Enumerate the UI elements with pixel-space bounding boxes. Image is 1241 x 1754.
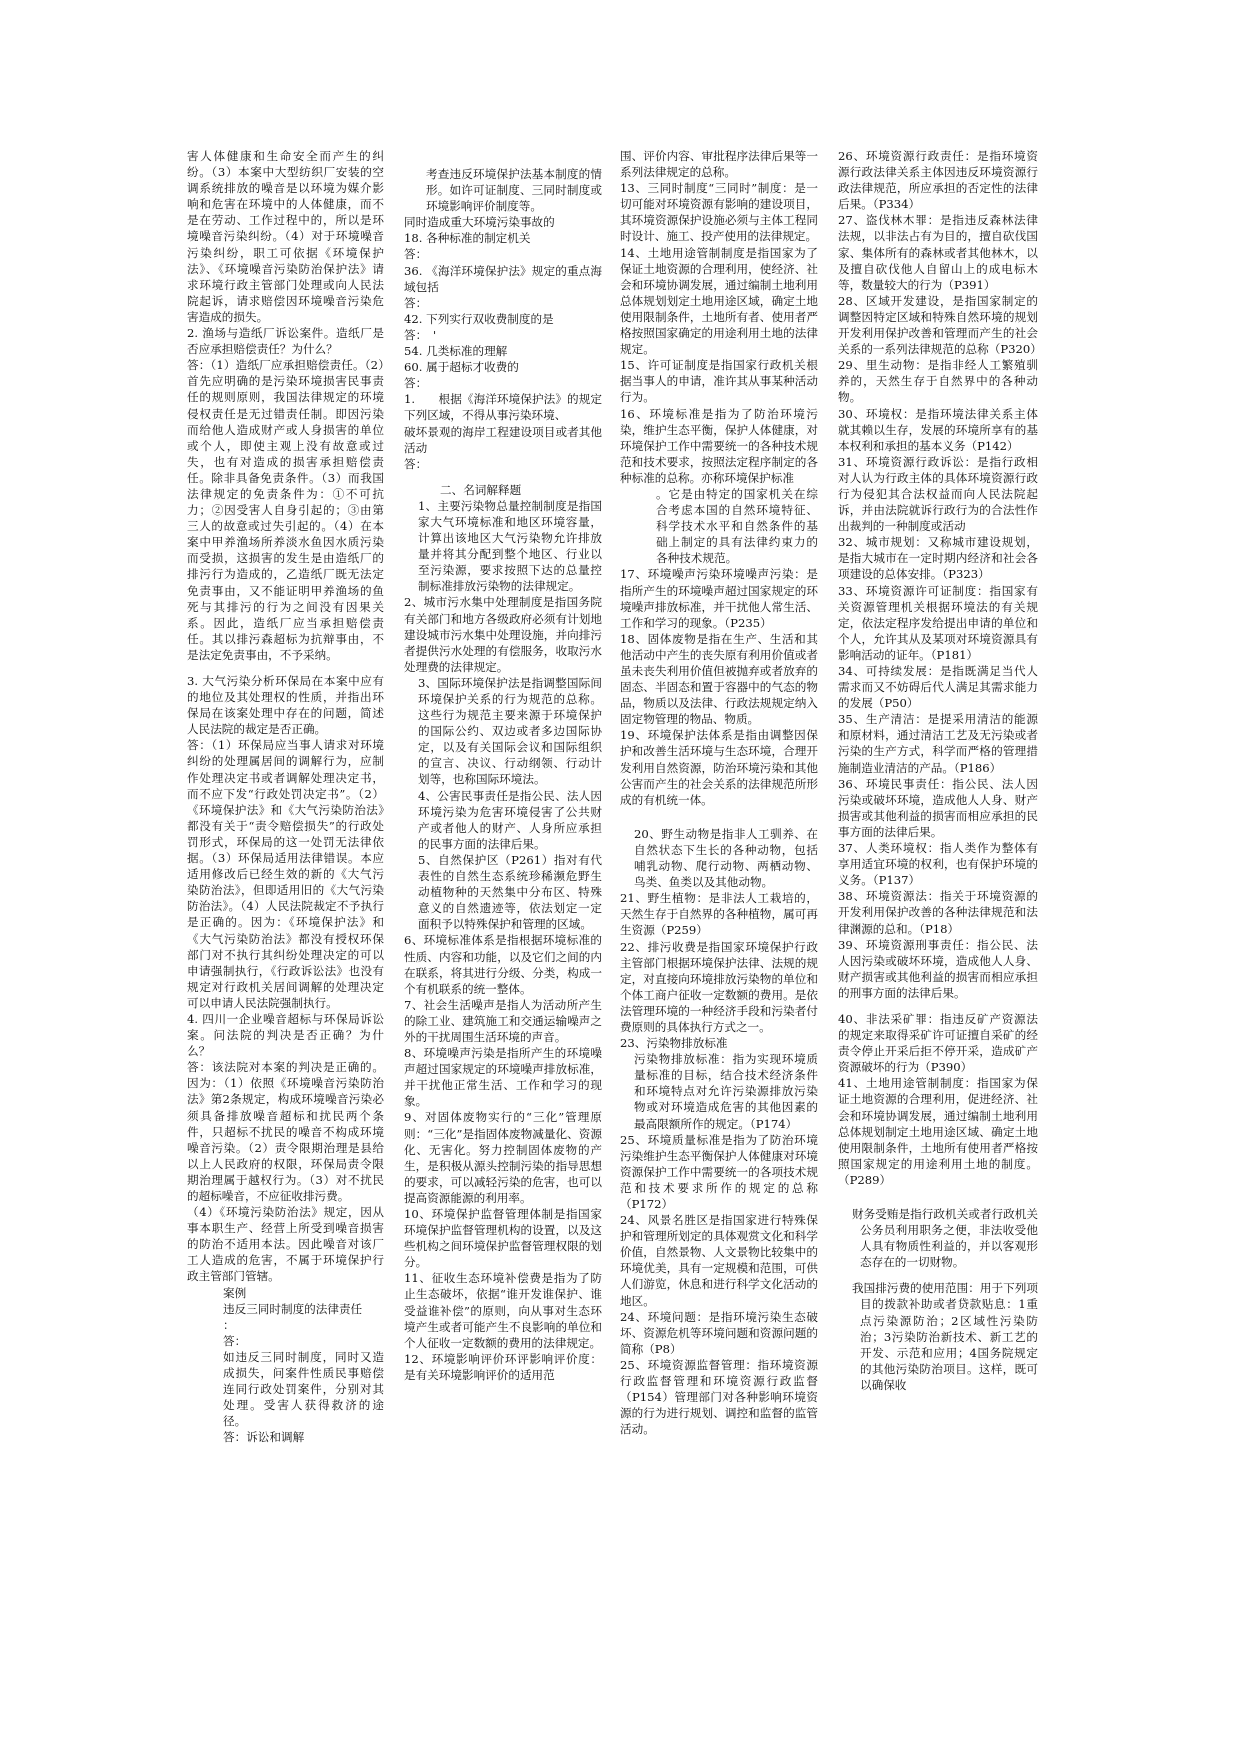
paragraph: ：: [223, 1317, 235, 1332]
paragraph: 28、区域开发建设，是指国家制定的调整因特定区域和特殊自然环境的规划开发利用保护改善和管理而产生的社会关系的一系列法律规范的总称（P320）: [838, 293, 1042, 357]
column-3: [620, 148, 818, 1437]
paragraph: 4. 四川一企业噪音超标与环保局诉讼案。问法院的判决是否正确？为什么？: [187, 1011, 384, 1059]
paragraph: 我国排污费的使用范围：用于下列项目的拨款补助或者贷款贴息：1重点污染源防治；2区域性污染防治；3污染防治新技术、新工艺的开发、示范和应用；4国务院规定的其他污染防治项目。这样，既可以确保收: [852, 1281, 1038, 1392]
paragraph: 考查违反环境保护法基本制度的情形。如许可证制度、三同时制度或环境影响评价制度等。: [426, 167, 602, 214]
paragraph: 31、环境资源行政诉讼：是指行政相对人认为行政主体的具体环境资源行政行为侵犯其合法权益而向人民法院起诉，并由法院就诉行政行为的合法性作出裁判的一种制度或活动: [838, 454, 1038, 534]
paragraph: 36. 《海洋环境保护法》规定的重点海域包括: [404, 263, 602, 294]
paragraph: 18、固体废物是指在生产、生活和其他活动中产生的丧失原有利用价值或者虽未丧失利用价值但被抛弃或者放弃的固态、半固态和置于容器中的气态的物品，物质以及法律、行政法规规定纳入固定物管理的物品、物质。: [620, 631, 818, 727]
paragraph: 24、环境问题：是指环境污染生态破坏、资源危机等环境问题和资源问题的简称（P8）: [620, 1309, 818, 1356]
paragraph: 11、征收生态环境补偿费是指为了防止生态破坏，依据“谁开发谁保护、谁受益谁补偿”的原则，向从事对生态环境产生或者可能产生不良影响的单位和个人征收一定数额的费用的法律规定。: [404, 1271, 602, 1350]
paragraph: 25、环境资源监督管理：指环境资源行政监督管理和环境资源行政监督（P154）管理部门对各种影响环境资源的行为进行规划、调控和监督的监管活动。: [620, 1357, 818, 1437]
paragraph: （4）《环境污染防治法》规定，因从事本职生产、经营上所受到噪音损害的防治不适用本法。因此噪音对该厂工人造成的危害，不属于环境保护行政主管部门管辖。: [187, 1205, 384, 1284]
paragraph: 36、环境民事责任：指公民、法人因污染或破坏环境，造成他人人身、财产损害或其他利益的损害而相应承担的民事方面的法律后果。: [838, 776, 1038, 839]
paragraph: 财务受贿是指行政机关或者行政机关公务员利用职务之便，非法收受他人具有物质性利益的，并以客观形态存在的一切财物。: [852, 1207, 1038, 1270]
paragraph: 答：（1）环保局应当事人请求对环境纠纷的处理属居间的调解行为，应制作处理决定书或者调解处理决定书，而不应下发“行政处罚决定书”。（2）《环境保护法》和《大气污染防治法》都没有关于“责令赔偿损失”的行政处罚形式，环保局的这一处罚无法律依据。（3）环保局适用法律错误。本应适用修改后已经生效的新的《大气污染防治法》，但即适用旧的《大气污染防治法》。（4）人民法院裁定不予执行是正确的。因为：《环境保护法》和《大气污染防治法》都没有授权环保部门对不执行其纠纷处理决定的可以申请强制执行，《行政诉讼法》也没有规定对行政机关居间调解的处理决定可以申请人民法院强制执行。: [187, 738, 384, 1010]
paragraph: 23、污染物排放标准: [620, 1036, 728, 1051]
paragraph: 27、盗伐林木罪：是指违反森林法律法规，以非法占有为目的，擅自砍伐国家、集体所有的森林或者其他林木，以及擅自砍伐他人自留山上的成电标木等，数量较大的行为（P391）: [838, 213, 1038, 292]
paragraph: 29、里生动物：是指非经人工繁殖驯养的，天然生存于自然界中的各种动物。: [838, 358, 1038, 405]
paragraph: 围、评价内容、审批程序法律后果等一系列法律规定的总称。: [620, 149, 818, 180]
paragraph: 答：: [223, 1333, 247, 1348]
paragraph: 答：: [404, 247, 428, 262]
paragraph: 同时造成重大环境污染事故的: [404, 215, 555, 230]
paragraph: 10、环境保护监督管理体制是指国家环境保护监督管理机构的设置，以及这些机构之间环境保护监督管理权限的划分。: [404, 1207, 602, 1270]
paragraph: 26、环境资源行政责任：是指环境资源行政法律关系主体因违反环境资源行政法律规范，所应承担的否定性的法律后果。（P334）: [838, 149, 1038, 212]
paragraph: 答：诉讼和调解: [223, 1430, 305, 1445]
paragraph: 14、土地用途管制制度是指国家为了保证土地资源的合理利用，使经济、社会和环境协调发展，通过编制土地利用总体规划划定土地用途区域，确定土地使用限制条件，土地所有者、使用者严格按照国家确定的用途利用土地的法律规定。: [620, 245, 818, 357]
paragraph: 1. 根据《海洋环境保护法》的规定下列区域，不得从事污染环境、: [404, 392, 602, 423]
paragraph: 污染物排放标准：指为实现环境质量标准的目标，结合技术经济条件和环境特点对允许污染源排放污染物或对环境造成危害的其他因素的最高限额所作的规定。（P174）: [634, 1052, 818, 1131]
paragraph: 24、风景名胜区是指国家进行特殊保护和管理所划定的具体观赏文化和科学价值，自然景物、人文景物比较集中的环境优美，具有一定规模和范围，可供人们游览，休息和进行科学文化活动的地区。: [620, 1213, 818, 1308]
paragraph: 如违反三同时制度，同时又造成损失，问案件性质民事赔偿连同行政处罚案件，分别对其处理。受害人获得救济的途径。: [223, 1349, 384, 1429]
paragraph: 5、自然保护区（P261）指对有代表性的自然生态系统珍稀濒危野生动植物种的天然集中分布区、特殊意义的自然遗迹等，依法划定一定面积予以特殊保护和管理的区域。: [418, 852, 602, 932]
paragraph: 1、主要污染物总量控制制度是指国家大气环境标准和地区环境容量，计算出该地区大气污染物允许排放量并将其分配到整个地区、行业以至污染源，要求按照下达的总量控制标准排放污染物的法律规定。: [418, 498, 602, 594]
paragraph: 答：: [404, 376, 428, 391]
paragraph: 8、环境噪声污染是指所产生的环境噪声超过国家规定的环境噪声排放标准，并干扰他正常生活、工作和学习的现象。: [404, 1046, 602, 1109]
paragraph: 。它是由特定的国家机关在综合考虑本国的自然环境特征、科学技术水平和自然条件的基础上制定的具有法律约束力的各种技术规范。: [656, 486, 818, 566]
paragraph: 破坏景观的海岸工程建设项目或者其他活动: [404, 424, 602, 455]
paragraph: 13、三同时制度“三同时”制度：是一切可能对环境资源有影响的建设项目，其环境资源保护设施必须与主体工程同时设计、施工、投产使用的法律规定。: [620, 181, 818, 244]
paragraph: 41、土地用途管制制度：指国家为保证土地资源的合理利用，促进经济、社会和环境协调发展，通过编制土地利用总体规划制定土地用途区域、确定土地使用限制条件，土地所有使用者严格按照国家规定的用途利用土地的制度。（P289）: [838, 1076, 1038, 1187]
paragraph: 17、环境噪声污染环境噪声污染：是指所产生的环境噪声超过国家规定的环境噪声排放标准，并干扰他人常生活、工作和学习的现象。（P235）: [620, 567, 818, 630]
paragraph: 答：（1）造纸厂应承担赔偿责任。（2）首先应明确的是污染环境损害民事责任的规则原则，我国法律规定的环境侵权责任是无过错责任制。即因污染而给他人造成财产或人身损害的单位或个人，即使主观上没有故意或过失，也有对造成的损害承担赔偿责任。除非具备免责条件。（3）而我国法律规定的免责条件为：①不可抗力；②因受害人自身引起的；③由第三人的故意或过失引起的。（4）在本案中甲养渔场所养淡水鱼因水质污染而受损，这损害的发生是由造纸厂的排污行为造成的，乙造纸厂既无法定免责事由，又不能证明甲养渔场的鱼死与其排污的行为之间没有因果关系。因此，造纸厂应当承担赔偿责任。其以排污森超标为抗辩事由，不是法定免责事由，不予采纳。: [187, 358, 384, 662]
paragraph: 12、环境影响评价环评影响评价度：是有关环境影响评价的适用范: [404, 1351, 602, 1382]
paragraph: 20、野生动物是指非人工驯养、在自然状态下生长的各种动物，包括哺乳动物、爬行动物、两栖动物、鸟类、鱼类以及其他动物。: [634, 826, 818, 890]
paragraph: 答： ': [404, 327, 437, 342]
paragraph: 2. 渔场与造纸厂诉讼案件。造纸厂是否应承担赔偿责任？为什么？: [187, 326, 384, 357]
paragraph: 4、公害民事责任是指公民、法人因环境污染为危害环境侵害了公共财产或者他人的财产、人身所应承担的民事方面的法律后果。: [418, 788, 602, 851]
paragraph: 6、环境标准体系是指根据环境标准的性质、内容和功能，以及它们之间的内在联系，将其进行分级、分类，构成一个有机联系的统一整体。: [404, 933, 602, 996]
paragraph: 38、环境资源法：指关于环境资源的开发利用保护改善的各种法律规范和法律渊源的总和。（P18）: [838, 889, 1038, 936]
paragraph: 39、环境资源刑事责任：指公民、法人因污染或破坏环境，造成他人人身、财产损害或其他利益的损害而相应承担的刑事方面的法律后果。: [838, 937, 1038, 1000]
paragraph: 9、对固体废物实行的“三化”管理原则：“三化”是指固体废物减量化、资源化、无害化。努力控制固体废物的产生，是积极从源头控制污染的指导思想的要求，可以减轻污染的危害，也可以提高资源能源的利用率。: [404, 1110, 602, 1205]
paragraph: 33、环境资源许可证制度：指国家有关资源管理机关根据环境法的有关规定，依法定程序发给提出申请的单位和个人，允许其从及某项对环境资源具有影响活动的证年。（P181）: [838, 583, 1038, 662]
paragraph: 21、野生植物：是非法人工栽培的，天然生存于自然界的各种植物，属可再生资源（P259）: [620, 891, 818, 938]
column-1: [187, 148, 384, 1446]
column-2: [404, 148, 602, 1383]
paragraph: 害人体健康和生命安全而产生的纠纷。（3）本案中大型纺织厂安装的空调系统排放的噪音是以环境为媒介影响和危害在环境中的人体健康，而不是在劳动、工作过程中的，所以是环境噪音污染纠纷。（4）对于环境噪音污染纠纷，职工可依据《环境保护法》、《环境噪音污染防治保护法》请求环境行政主管部门处理或向人民法院起诉，请求赔偿因环境噪音污染危害造成的损失。: [187, 149, 384, 324]
paragraph: 60. 属于超标才收费的: [404, 360, 519, 375]
paragraph: 19、环境保护法体系是指由调整因保护和改善生活环境与生态环境，合理开发利用自然资源，防治环境污染和其他公害而产生的社会关系的法律规范所形成的有机统一体。: [620, 728, 818, 807]
paragraph: 15、许可证制度是指国家行政机关根据当事人的申请，准许其从事某种活动行为。: [620, 358, 818, 405]
paragraph: 34、可持续发展：是指既满足当代人需求而又不妨碍后代人满足其需求能力的发展（P50）: [838, 664, 1038, 711]
paragraph: 32、城市规划：又称城市建设规划，是指大城市在一定时期内经济和社会各项建设的总体安排。（P323）: [838, 535, 1038, 582]
paragraph: 二、名词解释题: [440, 482, 522, 497]
paragraph: 7、社会生活噪声是指人为活动所产生的除工业、建筑施工和交通运输噪声之外的干扰周围生活环境的声音。: [404, 997, 602, 1044]
paragraph: 42. 下列实行双收费制度的是: [404, 311, 554, 326]
paragraph: 2、城市污水集中处理制度是指国务院有关部门和地方各级政府必须有计划地建设城市污水集中处理设施，并向排污者提供污水处理的有偿服务，收取污水处理费的法律规定。: [404, 595, 602, 674]
column-4: [838, 148, 1042, 1393]
paragraph: 16、环境标准是指为了防治环境污染，维护生态平衡，保护人体健康，对环境保护工作中需要统一的各种技术规范和技术要求，按照法定程序制定的各种标准的总称。亦称环境保护标准: [620, 406, 818, 485]
paragraph: 18. 各种标准的制定机关: [404, 231, 531, 246]
paragraph: 54. 几类标准的理解: [404, 344, 508, 359]
paragraph: 案例: [223, 1285, 247, 1300]
paragraph: 答：: [404, 295, 428, 310]
paragraph: 25、环境质量标准是指为了防治环境污染维护生态平衡保护人体健康对环境资源保护工作中需要统一的各项技术规范和技术要求所作的规定的总称（P172）: [620, 1132, 818, 1211]
paragraph: 违反三同时制度的法律责任: [223, 1301, 363, 1316]
paragraph: 40、非法采矿罪：指违反矿产资源法的规定来取得采矿许可证擅自采矿的经责令停止开采后拒不停开采，造成矿产资源破坏的行为（P390）: [838, 1011, 1038, 1075]
paragraph: 3、国际环境保护法是指调整国际间环境保护关系的行为规范的总称。这些行为规范主要来源于环境保护的国际公约、双边或者多边国际协定，以及有关国际会议和国际组织的宣言、决议、行动纲领、行动计划等，也称国际环境法。: [418, 675, 602, 787]
paragraph: 答：: [404, 456, 428, 471]
paragraph: 3. 大气污染分析环保局在本案中应有的地位及其处理权的性质，并指出环保局在该案处理中存在的问题，简述人民法院的裁定是否正确。: [187, 674, 384, 737]
paragraph: 22、排污收费是指国家环境保护行政主管部门根据环境保护法律、法规的规定，对直接向环境排放污染物的单位和个体工商户征收一定数额的费用。是依法管理环境的一种经济手段和污染者付费原则的具体执行方式之一。: [620, 939, 818, 1034]
paragraph: 35、生产清洁：是提采用清洁的能源和原材料，通过清洁工艺及无污染或者污染的生产方式，科学而严格的管理措施制造业清洁的产品。（P186）: [838, 712, 1038, 775]
paragraph: 答：该法院对本案的判决是正确的。因为：（1）依照《环境噪音污染防治法》第2条规定，构成环境噪音污染必须具备排放噪音超标和扰民两个条件，只超标不扰民的噪音不构成环境噪音污染。（2）责令限期治理是县给以上人民政府的权限，环保局责令限期治理属于越权行为。（3）对不扰民的超标噪音，不应征收排污费。: [187, 1060, 384, 1203]
paragraph: 37、人类环境权：指人类作为整体有享用适宜环境的权利，也有保护环境的义务。（P137）: [838, 841, 1038, 888]
paragraph: 30、环境权：是指环境法律关系主体就其赖以生存，发展的环境所享有的基本权利和承担的基本义务（P142）: [838, 406, 1038, 453]
